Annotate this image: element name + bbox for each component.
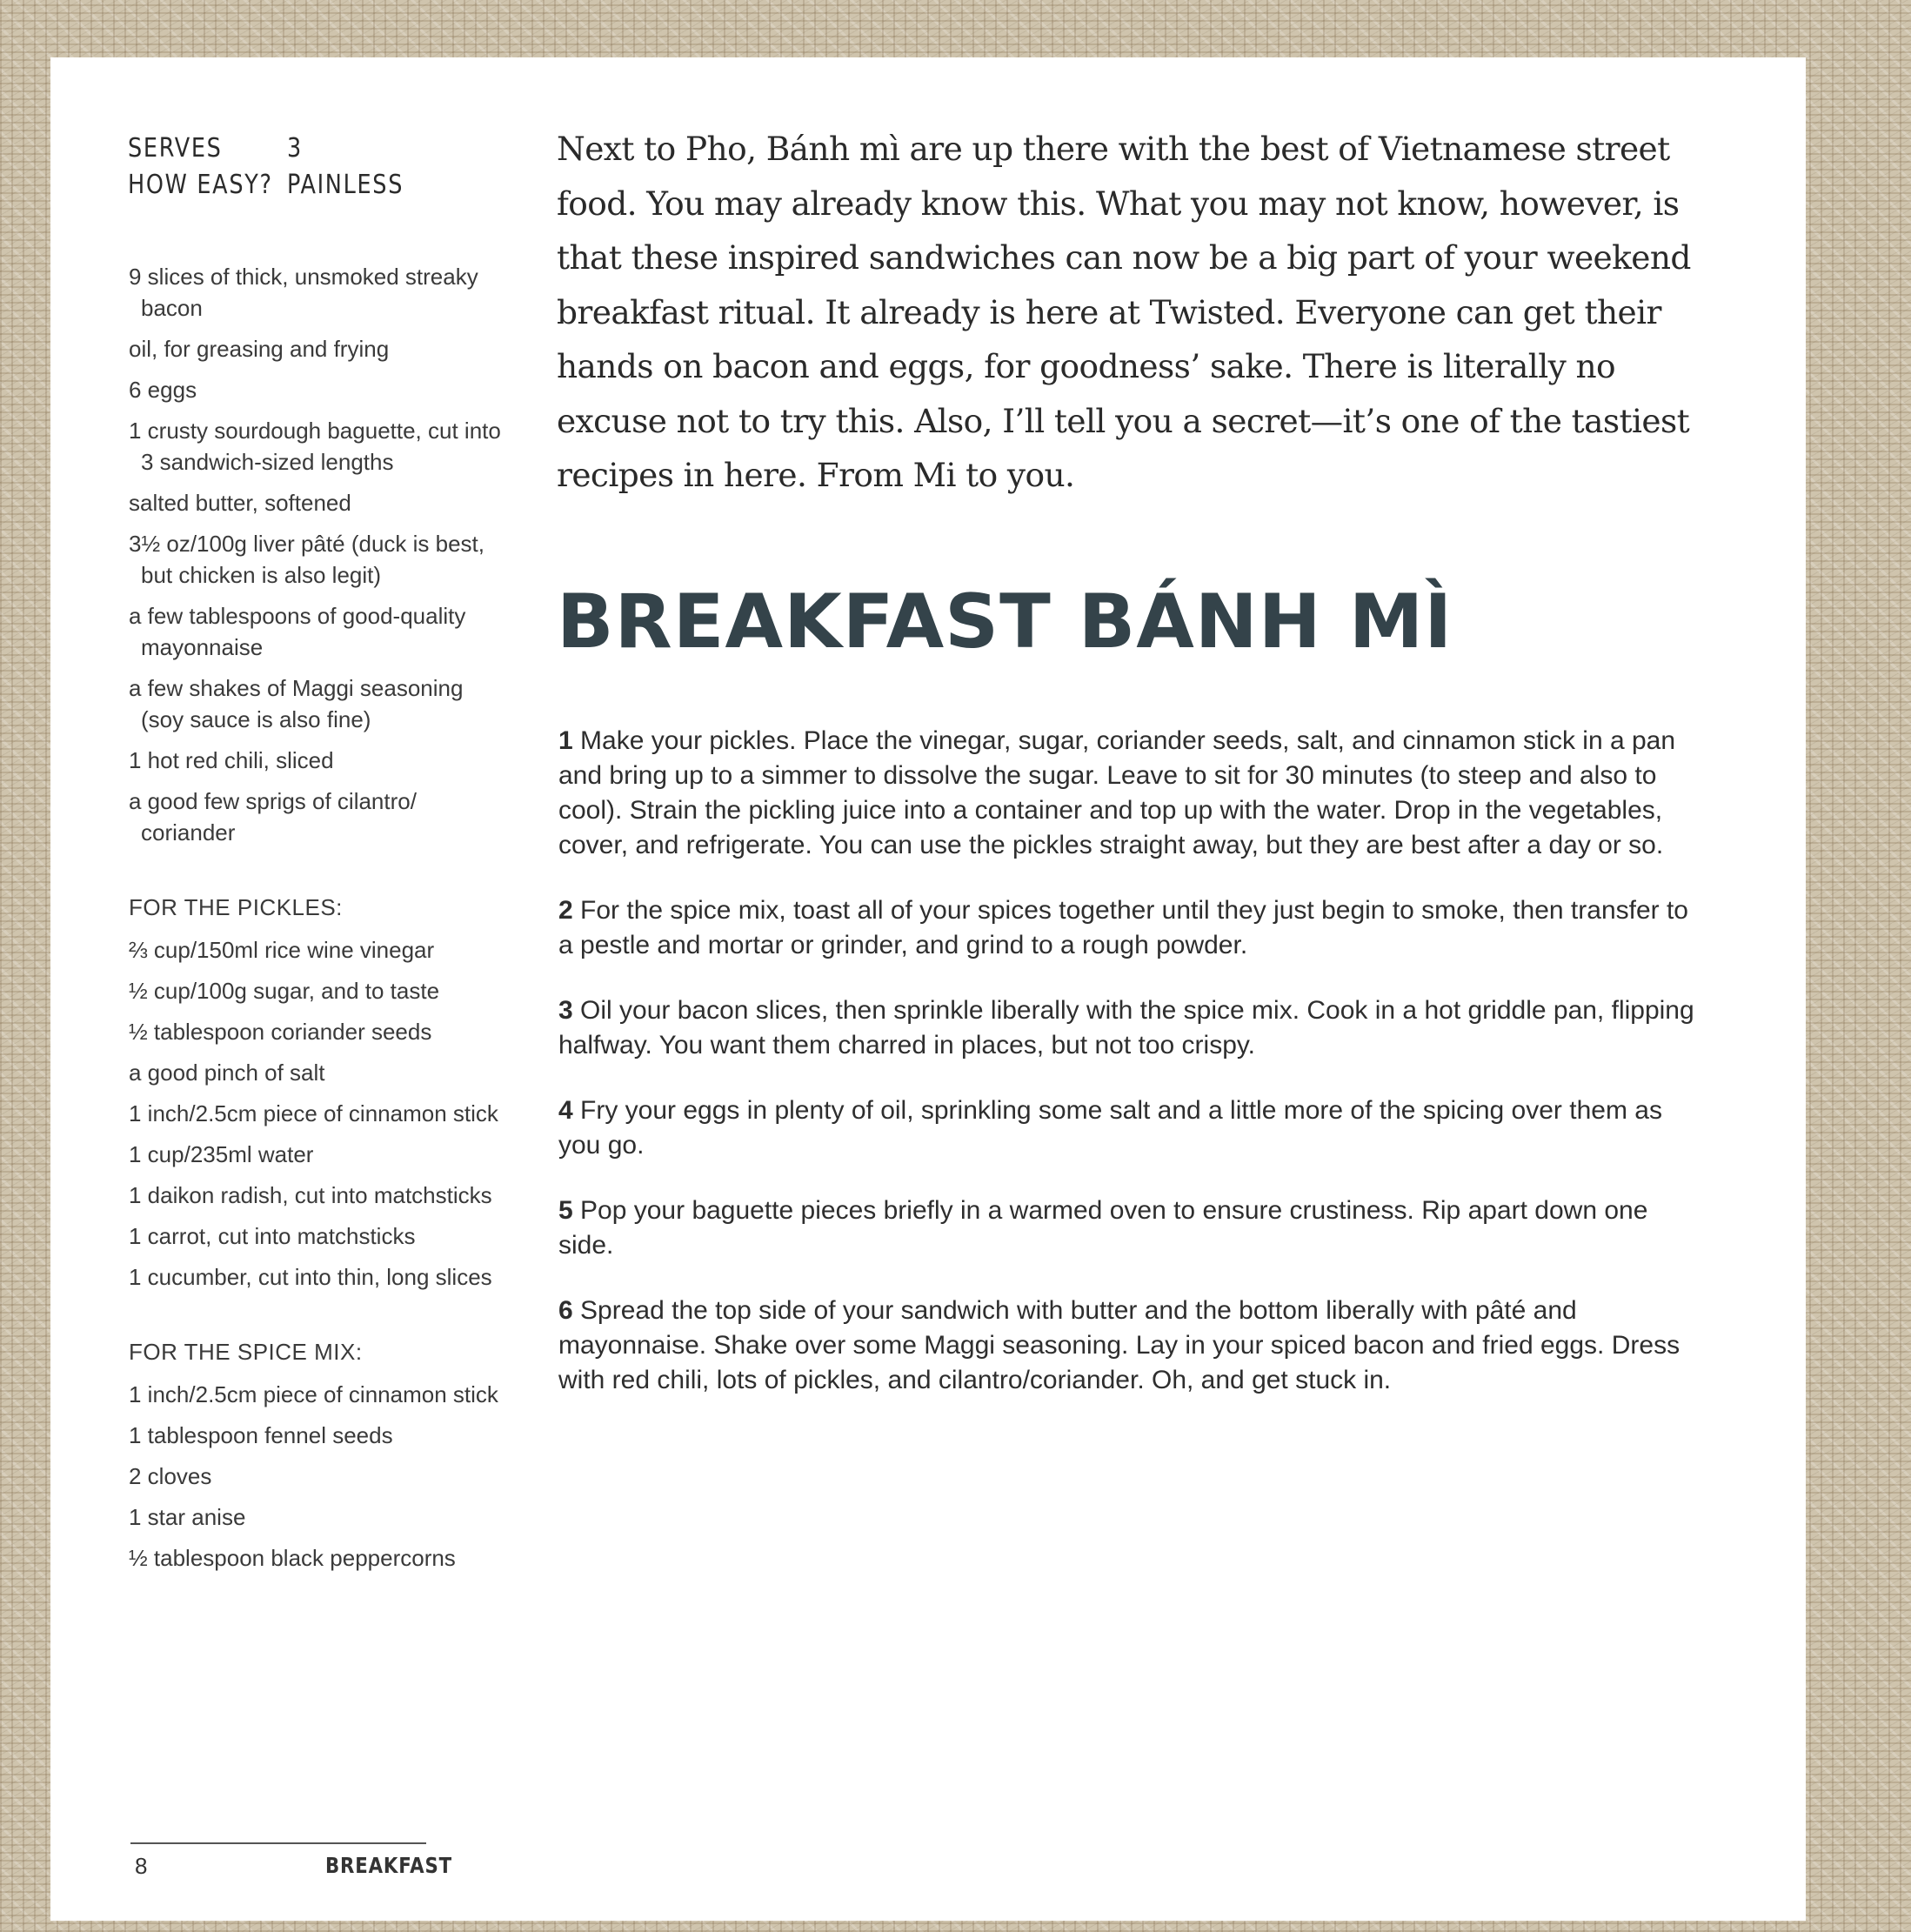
how-easy-row [128,167,424,204]
ingredient-item: salted butter, softened [129,490,351,516]
pickle-item: 1 cucumber, cut into thin, long slices [129,1264,492,1290]
pickle-item: 1 inch/2.5cm piece of cinnamon stick [129,1100,498,1126]
method-step [558,993,1707,1063]
intro-paragraph: Next to Pho, Bánh mì are up there with the best of Vietnamese street food. You may already know this. What you may not know, however, is that these inspired sandwiches can now be a big part of your weekend breakfast ritual. It already is here at Twisted. Everyone can get their hands on bacon and eggs, for goodness’ sake. There is literally no excuse not to try this. Also, I’ll tell you a secret—it’s one of the tastiest recipes in here. From Mi to you. [557,130,1691,494]
ingredient-item: 3½ oz/100g liver pâté (duck is best, but chicken is also legit) [129,531,485,588]
spice-item: 1 inch/2.5cm piece of cinnamon stick [129,1381,498,1407]
method-step [558,1193,1707,1263]
section-name: BREAKFAST [325,1853,452,1878]
ingredient-item: a good few sprigs of cilantro/ coriander [129,788,417,846]
pickle-item: ⅔ cup/150ml rice wine vinegar [129,937,435,963]
serves-label: SERVES [128,133,223,164]
step-text: Make your pickles. Place the vinegar, sugar, coriander seeds, salt, and cinnamon stick in a pan and bring up to a simmer to dissolve the sugar. Leave to sit for 30 minutes (to steep and also to cool). Strain the pickling juice into a container and top up with the water. Drop in the vegetables, cover, and refrigerate. You can use the pickles straight away, but they are best after a day or so. [558,726,1676,859]
ingredient-item: a few tablespoons of good-quality mayonnaise [129,603,466,660]
ingredient-list [129,261,511,848]
pickle-item: a good pinch of salt [129,1060,325,1086]
method-step [558,1294,1707,1398]
recipe-meta [128,130,424,204]
spice-item: 1 star anise [129,1504,246,1530]
pickle-item: 1 carrot, cut into matchsticks [129,1223,416,1249]
ingredient-item: 9 slices of thick, unsmoked streaky bacon [129,264,478,321]
spice-item: 2 cloves [129,1463,212,1489]
step-text: Pop your baguette pieces briefly in a warmed oven to ensure crustiness. Rip apart down one side. [558,1196,1648,1260]
how-easy-label: HOW EASY? [128,170,273,200]
ingredients-column [129,261,511,1583]
pickle-item: ½ cup/100g sugar, and to taste [129,978,440,1004]
ingredient-item: 1 crusty sourdough baguette, cut into 3 sandwich-sized lengths [129,418,501,475]
page-number: 8 [135,1853,148,1879]
ingredient-item: 1 hot red chili, sliced [129,747,334,773]
pickles-list [129,934,511,1293]
footer-rule [130,1842,426,1844]
pickle-item: ½ tablespoon coriander seeds [129,1019,432,1045]
how-easy-value: PAINLESS [287,170,404,200]
step-number: 6 [558,1296,573,1325]
spice-item: 1 tablespoon fennel seeds [129,1422,393,1448]
ingredient-item: 6 eggs [129,377,197,403]
method-steps [558,724,1707,1428]
step-number: 4 [558,1096,573,1125]
step-text: Fry your eggs in plenty of oil, sprinkling some salt and a little more of the spicing over them as you go. [558,1096,1662,1160]
method-step [558,724,1707,863]
method-step [558,1093,1707,1163]
step-number: 3 [558,996,573,1025]
spice-item: ½ tablespoon black peppercorns [129,1545,456,1571]
spice-mix-list [129,1379,511,1574]
step-number: 5 [558,1196,573,1225]
ingredient-item: a few shakes of Maggi seasoning (soy sauce is also fine) [129,675,464,732]
spice-mix-heading: FOR THE SPICE MIX: [129,1339,363,1365]
step-text: Oil your bacon slices, then sprinkle liberally with the spice mix. Cook in a hot griddle pan, flipping halfway. You want them charred in places, but not too crispy. [558,996,1694,1060]
ingredient-item: oil, for greasing and frying [129,336,390,362]
recipe-title: BREAKFAST BÁNH MÌ [557,578,1453,665]
method-step [558,893,1707,963]
pickles-heading: FOR THE PICKLES: [129,894,343,920]
pickle-item: 1 daikon radish, cut into matchsticks [129,1182,492,1208]
step-number: 1 [558,726,573,755]
step-text: Spread the top side of your sandwich with butter and the bottom liberally with pâté and mayonnaise. Shake over some Maggi seasoning. Lay in your spiced bacon and fried eggs. Dress with red chili, lots of pickles, and cilantro/coriander. Oh, and get stuck in. [558,1296,1680,1394]
step-text: For the spice mix, toast all of your spices together until they just begin to smoke, then transfer to a pestle and mortar or grinder, and grind to a rough powder. [558,896,1688,959]
serves-value: 3 [287,133,303,164]
pickle-item: 1 cup/235ml water [129,1141,314,1167]
step-number: 2 [558,896,573,925]
serves-row [128,130,424,167]
